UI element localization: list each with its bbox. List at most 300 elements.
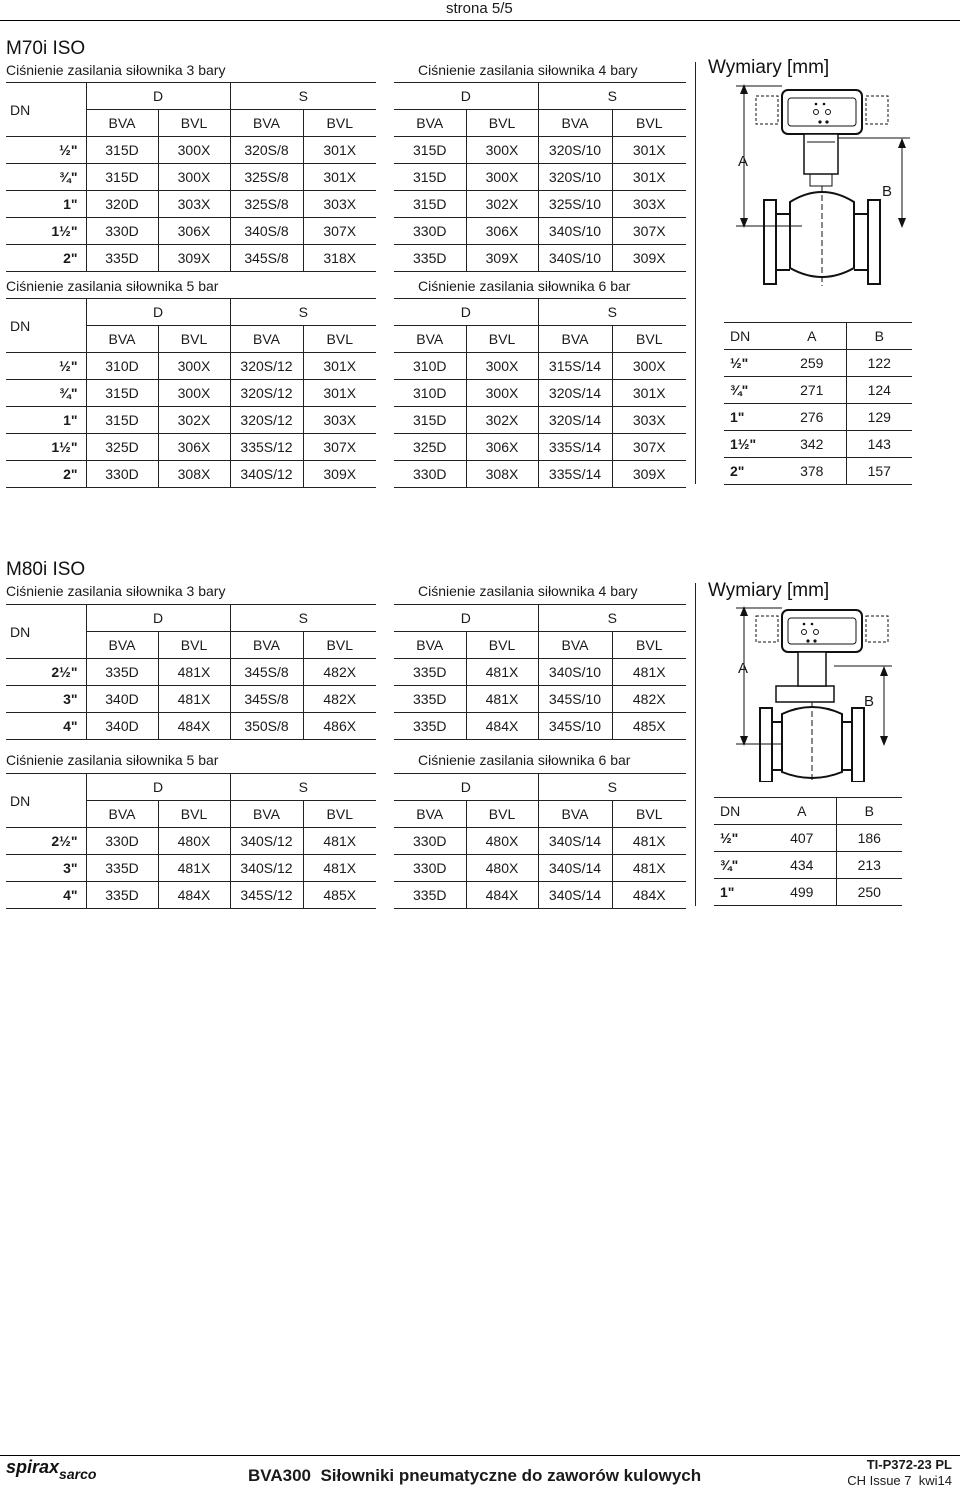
selection-table-m80i-4bar — [394, 604, 686, 740]
header-b: B — [846, 323, 912, 350]
table-row — [724, 404, 912, 431]
cell: 303X — [158, 191, 230, 218]
cell: 308X — [466, 461, 538, 488]
cell: 345S/8 — [230, 659, 303, 686]
table-row — [6, 828, 376, 855]
table-row — [394, 191, 686, 218]
cell: 306X — [466, 218, 538, 245]
header-a: A — [768, 798, 836, 825]
cell: 481X — [466, 659, 538, 686]
cell: 480X — [466, 855, 538, 882]
sub-header: BVA — [230, 632, 303, 659]
table-row — [394, 828, 686, 855]
table-caption: Ciśnienie zasilania siłownika 6 bar — [418, 278, 631, 294]
cell: 481X — [158, 659, 230, 686]
sub-header: BVA — [86, 326, 158, 353]
dn-cell: ¾" — [714, 852, 768, 879]
sub-header: BVA — [394, 326, 466, 353]
cell: 301X — [612, 164, 686, 191]
cell-b: 157 — [846, 458, 912, 485]
cell: 485X — [612, 713, 686, 740]
table-row — [394, 353, 686, 380]
cell: 484X — [466, 882, 538, 909]
document-title: Siłowniki pneumatyczne do zaworów kulowych — [320, 1466, 702, 1485]
dn-cell: 1½" — [6, 218, 86, 245]
cell: 325S/8 — [230, 164, 303, 191]
dn-cell: 2" — [724, 458, 778, 485]
document-reference — [847, 1457, 952, 1489]
table-row — [394, 713, 686, 740]
cell: 301X — [303, 137, 376, 164]
table-row — [724, 431, 912, 458]
cell: 481X — [158, 686, 230, 713]
cell: 320S/12 — [230, 353, 303, 380]
table-header-row — [714, 798, 902, 825]
sub-header: BVL — [636, 806, 663, 822]
cell: 315D — [394, 137, 466, 164]
table-caption: Ciśnienie zasilania siłownika 3 bary — [6, 583, 226, 599]
dn-cell: 1" — [6, 191, 86, 218]
table-row — [6, 434, 376, 461]
dn-cell: 1½" — [6, 434, 86, 461]
cell: 307X — [612, 434, 686, 461]
cell: 481X — [466, 686, 538, 713]
cell: 481X — [303, 855, 376, 882]
cell: 486X — [303, 713, 376, 740]
cell-a: 271 — [778, 377, 846, 404]
table-row — [6, 882, 376, 909]
product-name: BVA300 — [248, 1466, 311, 1485]
spirax-sarco-logo — [6, 1457, 97, 1482]
cell: 300X — [466, 164, 538, 191]
dimensions-title: Wymiary [mm] — [708, 57, 830, 78]
table-row — [6, 659, 376, 686]
cell-b: 213 — [836, 852, 902, 879]
sub-header: BVL — [158, 326, 230, 353]
section-title-m70i: M70i ISO — [6, 38, 86, 59]
cell: 315D — [86, 164, 158, 191]
dimension-label-a: A — [738, 660, 749, 677]
cell: 484X — [158, 882, 230, 909]
cell: 325S/8 — [230, 191, 303, 218]
cell: 325S/10 — [538, 191, 612, 218]
dimensions-table-m80i — [714, 797, 902, 906]
selection-table-m70i-6bar — [394, 298, 686, 488]
table-caption: Ciśnienie zasilania siłownika 4 bary — [418, 583, 638, 599]
table-row — [6, 380, 376, 407]
cell: 300X — [612, 353, 686, 380]
cell: 303X — [303, 191, 376, 218]
table-caption: Ciśnienie zasilania siłownika 4 bary — [418, 62, 638, 78]
cell: 320S/12 — [230, 380, 303, 407]
cell: 350S/8 — [230, 713, 303, 740]
selection-table-m70i-5bar — [6, 298, 376, 488]
cell: 340S/12 — [230, 828, 303, 855]
group-header-s: S — [230, 83, 376, 110]
sub-header: BVA — [86, 632, 158, 659]
cell: 300X — [158, 353, 230, 380]
dimension-label-b: B — [864, 693, 875, 710]
cell-b: 122 — [846, 350, 912, 377]
table-row — [724, 377, 912, 404]
table-row — [6, 461, 376, 488]
cell-b: 129 — [846, 404, 912, 431]
selection-table-m80i-3bar — [6, 604, 376, 740]
page-number: strona 5/5 — [446, 0, 513, 17]
cell-b: 250 — [836, 879, 902, 906]
cell: 335D — [86, 855, 158, 882]
cell: 335S/14 — [538, 461, 612, 488]
cell: 320S/10 — [538, 164, 612, 191]
dn-cell: ¾" — [6, 164, 86, 191]
cell: 303X — [612, 191, 686, 218]
table-row — [6, 353, 376, 380]
table-row — [6, 245, 376, 272]
sub-header: BVA — [538, 632, 612, 659]
sub-header: BVA — [86, 801, 158, 828]
table-row — [6, 218, 376, 245]
cell: 325D — [86, 434, 158, 461]
table-row — [394, 218, 686, 245]
dn-cell: 2" — [6, 461, 86, 488]
cell: 301X — [303, 164, 376, 191]
sub-header: BVL — [158, 632, 230, 659]
cell: 301X — [303, 380, 376, 407]
selection-table-m80i-6bar — [394, 773, 686, 909]
dimension-label-b: B — [882, 183, 893, 200]
cell: 481X — [612, 828, 686, 855]
cell: 315D — [394, 407, 466, 434]
sub-header: BVL — [158, 110, 230, 137]
cell: 300X — [158, 380, 230, 407]
cell: 309X — [158, 245, 230, 272]
table-caption: Ciśnienie zasilania siłownika 3 bary — [6, 62, 226, 78]
sub-header: BVA — [538, 801, 612, 828]
sub-header: BVA — [538, 326, 612, 353]
cell-b: 186 — [836, 825, 902, 852]
cell: 335S/12 — [230, 434, 303, 461]
cell: 482X — [303, 686, 376, 713]
sub-header: BVA — [538, 110, 612, 137]
sub-header: BVL — [636, 331, 663, 347]
cell: 320S/10 — [538, 137, 612, 164]
cell: 481X — [303, 828, 376, 855]
sub-header: BVL — [636, 115, 663, 131]
table-row — [724, 458, 912, 485]
cell: 315D — [86, 380, 158, 407]
cell: 345S/8 — [230, 245, 303, 272]
sub-header: BVL — [326, 806, 353, 822]
issue: CH Issue 7 — [847, 1473, 912, 1488]
dn-cell: ¾" — [6, 380, 86, 407]
cell: 309X — [612, 245, 686, 272]
sub-header: BVA — [394, 632, 466, 659]
sub-header: BVL — [466, 632, 538, 659]
cell: 315D — [86, 137, 158, 164]
dn-cell: 1" — [714, 879, 768, 906]
cell: 330D — [86, 461, 158, 488]
group-header-s: S — [538, 299, 686, 326]
cell: 300X — [466, 137, 538, 164]
cell: 320S/12 — [230, 407, 303, 434]
table-row — [394, 686, 686, 713]
cell: 300X — [466, 353, 538, 380]
cell: 481X — [612, 855, 686, 882]
cell: 481X — [158, 855, 230, 882]
page-header — [0, 0, 960, 21]
cell: 301X — [612, 137, 686, 164]
table-row — [714, 825, 902, 852]
table-header-row — [724, 323, 912, 350]
cell: 340S/8 — [230, 218, 303, 245]
table-row — [714, 879, 902, 906]
footer-rule — [0, 1455, 960, 1456]
cell: 315S/14 — [538, 353, 612, 380]
cell: 330D — [394, 828, 466, 855]
sub-header: BVA — [394, 801, 466, 828]
cell: 330D — [394, 855, 466, 882]
cell: 320D — [86, 191, 158, 218]
cell: 309X — [466, 245, 538, 272]
cell: 301X — [303, 353, 376, 380]
sub-header: BVL — [326, 331, 353, 347]
cell: 320S/14 — [538, 407, 612, 434]
dn-header: DN — [6, 605, 86, 659]
table-row — [6, 137, 376, 164]
sub-header: BVA — [86, 110, 158, 137]
table-caption: Ciśnienie zasilania siłownika 5 bar — [6, 752, 219, 768]
table-caption: Ciśnienie zasilania siłownika 5 bar — [6, 278, 219, 294]
table-row — [394, 461, 686, 488]
cell-a: 342 — [778, 431, 846, 458]
cell: 330D — [86, 828, 158, 855]
cell: 307X — [612, 218, 686, 245]
footer-title — [248, 1466, 701, 1486]
cell: 300X — [158, 164, 230, 191]
table-row — [6, 407, 376, 434]
table-row — [394, 434, 686, 461]
cell: 303X — [303, 407, 376, 434]
group-header-s: S — [230, 774, 376, 801]
cell-a: 407 — [768, 825, 836, 852]
cell: 318X — [303, 245, 376, 272]
cell: 340S/10 — [538, 218, 612, 245]
table-row — [394, 855, 686, 882]
group-header-d: D — [86, 774, 230, 801]
cell: 345S/10 — [538, 713, 612, 740]
table-row — [394, 245, 686, 272]
table-row — [394, 164, 686, 191]
group-header-s: S — [538, 83, 686, 110]
sub-header: BVL — [326, 637, 353, 653]
dn-cell: 1½" — [724, 431, 778, 458]
cell: 306X — [158, 434, 230, 461]
group-header-s: S — [230, 605, 376, 632]
cell: 481X — [612, 659, 686, 686]
cell: 302X — [466, 191, 538, 218]
cell: 482X — [303, 659, 376, 686]
dn-cell: ½" — [714, 825, 768, 852]
sub-header: BVL — [466, 110, 538, 137]
group-header-d: D — [394, 605, 538, 632]
cell: 335D — [394, 686, 466, 713]
dn-cell: 1" — [6, 407, 86, 434]
table-row — [6, 164, 376, 191]
selection-table-m70i-4bar — [394, 82, 686, 272]
cell: 308X — [158, 461, 230, 488]
cell: 309X — [612, 461, 686, 488]
dimensions-table-m70i — [724, 322, 912, 485]
issue-date: kwi14 — [918, 1473, 952, 1488]
cell: 335D — [394, 245, 466, 272]
table-row — [6, 713, 376, 740]
cell: 310D — [86, 353, 158, 380]
group-header-d: D — [394, 774, 538, 801]
logo-text-bottom: sarco — [59, 1466, 97, 1482]
valve-dimension-drawing — [712, 604, 912, 782]
dn-cell: 3" — [6, 686, 86, 713]
cell: 335D — [394, 713, 466, 740]
table-row — [6, 191, 376, 218]
group-header-s: S — [538, 605, 686, 632]
cell: 485X — [303, 882, 376, 909]
header-a: A — [778, 323, 846, 350]
cell: 340S/14 — [538, 882, 612, 909]
group-header-d: D — [86, 83, 230, 110]
cell: 307X — [303, 218, 376, 245]
table-row — [394, 882, 686, 909]
sub-header: BVL — [466, 801, 538, 828]
cell: 340D — [86, 686, 158, 713]
group-header-d: D — [394, 83, 538, 110]
sub-header: BVL — [158, 801, 230, 828]
dimensions-title: Wymiary [mm] — [708, 580, 830, 601]
cell: 330D — [394, 218, 466, 245]
dn-cell: 4" — [6, 882, 86, 909]
cell: 320S/14 — [538, 380, 612, 407]
cell: 484X — [466, 713, 538, 740]
cell: 302X — [466, 407, 538, 434]
dn-cell: ¾" — [724, 377, 778, 404]
cell: 340S/10 — [538, 245, 612, 272]
dn-cell: 2½" — [6, 659, 86, 686]
cell-a: 434 — [768, 852, 836, 879]
selection-table-m70i-3bar — [6, 82, 376, 272]
cell: 320S/8 — [230, 137, 303, 164]
column-divider — [695, 62, 696, 484]
group-header-s: S — [538, 774, 686, 801]
cell-b: 143 — [846, 431, 912, 458]
doc-code: TI-P372-23 PL — [866, 1457, 952, 1472]
sub-header: BVA — [230, 801, 303, 828]
cell: 302X — [158, 407, 230, 434]
cell: 303X — [612, 407, 686, 434]
cell: 335D — [394, 882, 466, 909]
dn-cell: ½" — [724, 350, 778, 377]
cell: 306X — [158, 218, 230, 245]
selection-table-m80i-5bar — [6, 773, 376, 909]
sub-header: BVL — [636, 637, 663, 653]
cell: 335D — [86, 882, 158, 909]
group-header-d: D — [86, 299, 230, 326]
header-dn: DN — [714, 798, 768, 825]
sub-header: BVL — [326, 115, 353, 131]
sub-header: BVA — [230, 326, 303, 353]
cell: 340S/14 — [538, 855, 612, 882]
cell: 306X — [466, 434, 538, 461]
cell: 340S/12 — [230, 461, 303, 488]
table-row — [714, 852, 902, 879]
cell-a: 276 — [778, 404, 846, 431]
cell: 335D — [86, 659, 158, 686]
section-title-m80i: M80i ISO — [6, 559, 86, 580]
table-row — [724, 350, 912, 377]
cell: 315D — [394, 191, 466, 218]
cell: 335S/14 — [538, 434, 612, 461]
sub-header: BVA — [394, 110, 466, 137]
dimension-label-a: A — [738, 153, 749, 170]
group-header-d: D — [394, 299, 538, 326]
cell: 335D — [86, 245, 158, 272]
dn-header: DN — [6, 774, 86, 828]
cell: 335D — [394, 659, 466, 686]
cell: 301X — [612, 380, 686, 407]
cell: 482X — [612, 686, 686, 713]
table-row — [394, 407, 686, 434]
dn-cell: 4" — [6, 713, 86, 740]
dn-cell: ½" — [6, 137, 86, 164]
cell-b: 124 — [846, 377, 912, 404]
cell: 300X — [466, 380, 538, 407]
cell: 309X — [303, 461, 376, 488]
cell: 330D — [86, 218, 158, 245]
cell-a: 378 — [778, 458, 846, 485]
logo-text-top: spirax — [6, 1457, 60, 1477]
cell: 340D — [86, 713, 158, 740]
cell: 480X — [466, 828, 538, 855]
cell: 340S/14 — [538, 828, 612, 855]
table-row — [6, 855, 376, 882]
sub-header: BVA — [230, 110, 303, 137]
cell: 325D — [394, 434, 466, 461]
dn-header: DN — [6, 299, 86, 353]
cell: 310D — [394, 380, 466, 407]
sub-header: BVL — [466, 326, 538, 353]
cell: 340S/12 — [230, 855, 303, 882]
table-row — [6, 686, 376, 713]
cell: 300X — [158, 137, 230, 164]
table-row — [394, 137, 686, 164]
cell: 330D — [394, 461, 466, 488]
cell: 315D — [394, 164, 466, 191]
dn-cell: ½" — [6, 353, 86, 380]
dn-cell: 1" — [724, 404, 778, 431]
group-header-s: S — [230, 299, 376, 326]
table-row — [394, 380, 686, 407]
cell: 345S/10 — [538, 686, 612, 713]
cell: 484X — [158, 713, 230, 740]
dn-cell: 3" — [6, 855, 86, 882]
header-dn: DN — [724, 323, 778, 350]
cell-a: 499 — [768, 879, 836, 906]
cell: 310D — [394, 353, 466, 380]
dn-cell: 2" — [6, 245, 86, 272]
cell: 340S/10 — [538, 659, 612, 686]
cell: 315D — [86, 407, 158, 434]
cell: 480X — [158, 828, 230, 855]
column-divider — [695, 583, 696, 906]
cell-a: 259 — [778, 350, 846, 377]
